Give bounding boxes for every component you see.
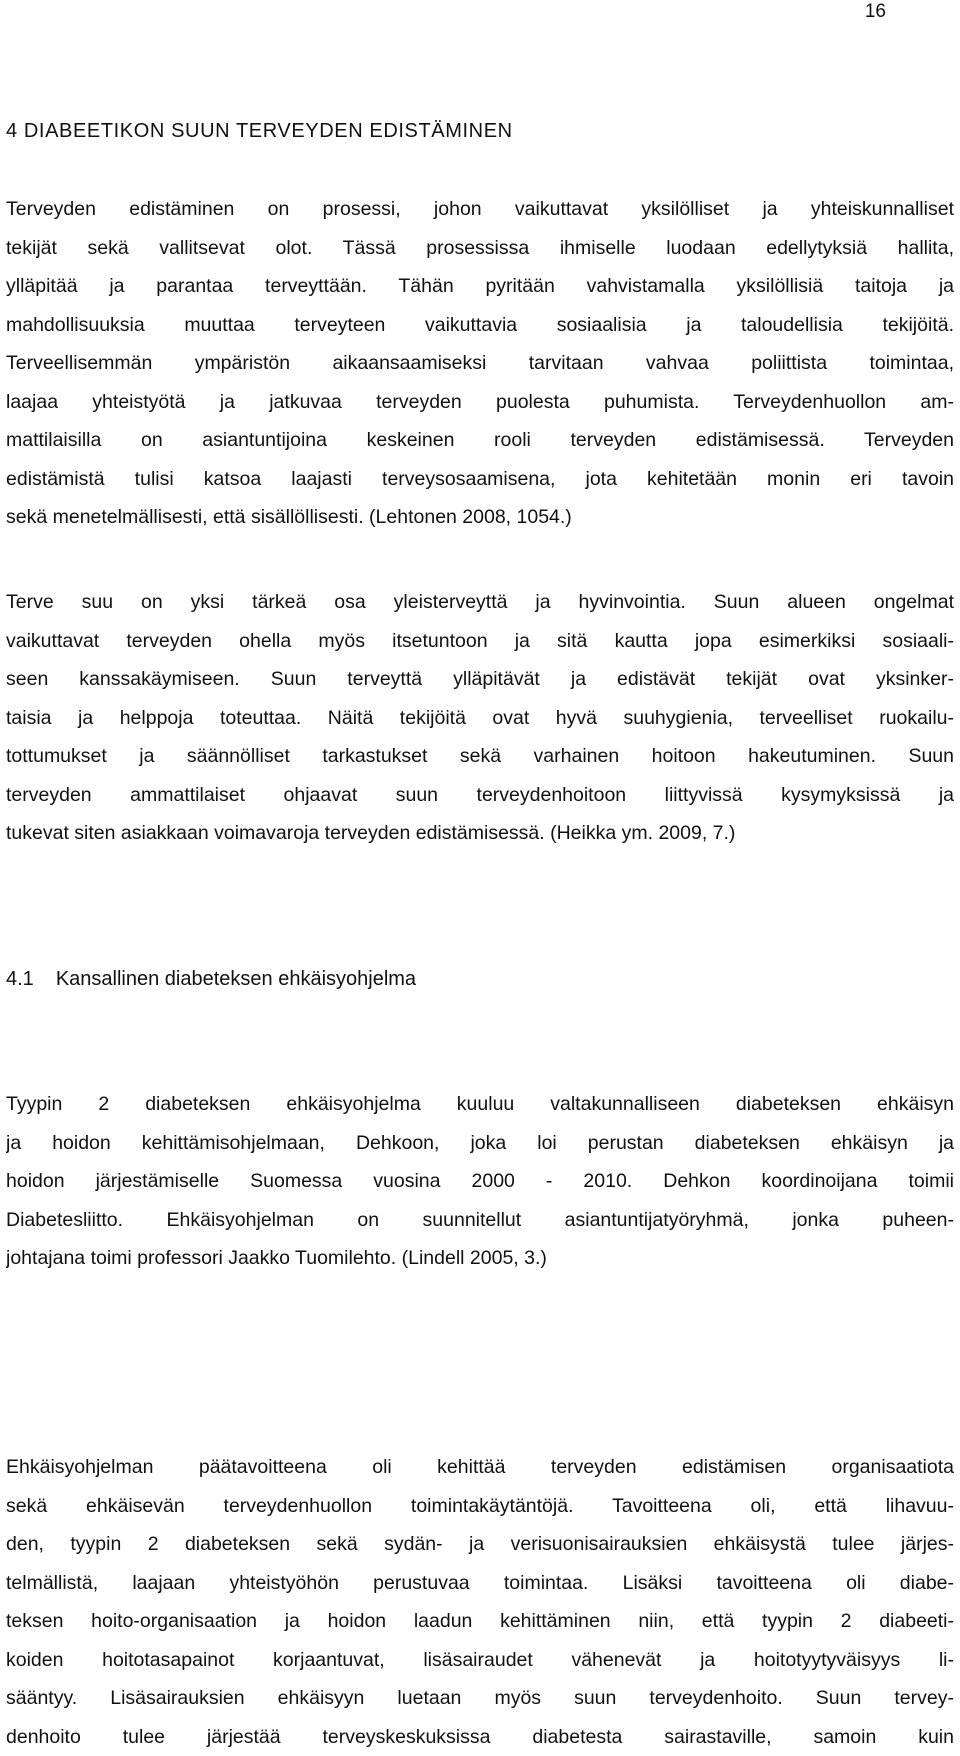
- paragraph-3: [6, 1085, 954, 1278]
- paragraph-line: laajaa yhteistyötä ja jatkuvaa terveyden puolesta puhumista. Terveydenhuollon am-: [6, 383, 954, 422]
- paragraph-line: sääntyy. Lisäsairauksien ehkäisyyn luetaan myös suun terveydenhoito. Suun tervey-: [6, 1679, 954, 1718]
- paragraph-line: Ehkäisyohjelman päätavoitteena oli kehittää terveyden edistämisen organisaatiota: [6, 1448, 954, 1487]
- paragraph-line: vaikuttavat terveyden ohella myös itsetuntoon ja sitä kautta jopa esimerkiksi sosiaali-: [6, 622, 954, 661]
- paragraph-line: Diabetesliitto. Ehkäisyohjelman on suunnitellut asiantuntijatyöryhmä, jonka puheen-: [6, 1201, 954, 1240]
- paragraph-line: mattilaisilla on asiantuntijoina keskeinen rooli terveyden edistämisessä. Terveyden: [6, 421, 954, 460]
- paragraph-line: sekä ehkäisevän terveydenhuollon toimintakäytäntöjä. Tavoitteena oli, että lihavuu-: [6, 1487, 954, 1526]
- paragraph-line: taisia ja helppoja toteuttaa. Näitä tekijöitä ovat hyvä suuhygienia, terveelliset ruokailu-: [6, 699, 954, 738]
- chapter-heading: [6, 118, 513, 144]
- paragraph-line: hoidon järjestämiselle Suomessa vuosina 2000 - 2010. Dehkon koordinoijana toimii: [6, 1162, 954, 1201]
- paragraph-line: koiden hoitotasapainot korjaantuvat, lisäsairaudet vähenevät ja hoitotyytyväisyys li-: [6, 1641, 954, 1680]
- paragraph-line: Terveyden edistäminen on prosessi, johon vaikuttavat yksilölliset ja yhteiskunnalliset: [6, 190, 954, 229]
- paragraph-2: [6, 583, 954, 853]
- paragraph-4: [6, 1448, 954, 1756]
- paragraph-line: denhoito tulee järjestää terveyskeskuksissa diabetesta sairastaville, samoin kuin: [6, 1718, 954, 1756]
- paragraph-line: mahdollisuuksia muuttaa terveyteen vaikuttavia sosiaalisia ja taloudellisia tekijöitä.: [6, 306, 954, 345]
- paragraph-line: telmällistä, laajaan yhteistyöhön perustuvaa toimintaa. Lisäksi tavoitteena oli diabe-: [6, 1564, 954, 1603]
- paragraph-line: tukevat siten asiakkaan voimavaroja terveyden edistämisessä. (Heikka ym. 2009, 7.): [6, 814, 954, 853]
- paragraph-line: terveyden ammattilaiset ohjaavat suun terveydenhoitoon liittyvissä kysymyksissä ja: [6, 776, 954, 815]
- paragraph-line: Terveellisemmän ympäristön aikaansaamiseksi tarvitaan vahvaa poliittista toimintaa,: [6, 344, 954, 383]
- section-heading: [6, 966, 416, 992]
- page-number: 16: [865, 0, 886, 24]
- paragraph-line: tottumukset ja säännölliset tarkastukset sekä varhainen hoitoon hakeutuminen. Suun: [6, 737, 954, 776]
- section-number: 4.1: [6, 968, 34, 990]
- paragraph-line: tekijät sekä vallitsevat olot. Tässä prosessissa ihmiselle luodaan edellytyksiä hallita,: [6, 229, 954, 268]
- paragraph-line: den, tyypin 2 diabeteksen sekä sydän- ja verisuonisairauksien ehkäisystä tulee järjes-: [6, 1525, 954, 1564]
- paragraph-line: johtajana toimi professori Jaakko Tuomilehto. (Lindell 2005, 3.): [6, 1239, 954, 1278]
- paragraph-line: seen kanssakäymiseen. Suun terveyttä ylläpitävät ja edistävät tekijät ovat yksinker-: [6, 660, 954, 699]
- paragraph-line: teksen hoito-organisaation ja hoidon laadun kehittäminen niin, että tyypin 2 diabeeti-: [6, 1602, 954, 1641]
- section-title: Kansallinen diabeteksen ehkäisyohjelma: [56, 968, 416, 990]
- paragraph-line: sekä menetelmällisesti, että sisällöllisesti. (Lehtonen 2008, 1054.): [6, 498, 954, 537]
- paragraph-1: [6, 190, 954, 537]
- paragraph-line: Tyypin 2 diabeteksen ehkäisyohjelma kuuluu valtakunnalliseen diabeteksen ehkäisyn: [6, 1085, 954, 1124]
- paragraph-line: ylläpitää ja parantaa terveyttään. Tähän pyritään vahvistamalla yksilöllisiä taitoja ja: [6, 267, 954, 306]
- chapter-heading-text: 4 DIABEETIKON SUUN TERVEYDEN EDISTÄMINEN: [6, 120, 513, 142]
- paragraph-line: Terve suu on yksi tärkeä osa yleisterveyttä ja hyvinvointia. Suun alueen ongelmat: [6, 583, 954, 622]
- paragraph-line: ja hoidon kehittämisohjelmaan, Dehkoon, joka loi perustan diabeteksen ehkäisyn ja: [6, 1124, 954, 1163]
- paragraph-line: edistämistä tulisi katsoa laajasti terveysosaamisena, jota kehitetään monin eri tavoin: [6, 460, 954, 499]
